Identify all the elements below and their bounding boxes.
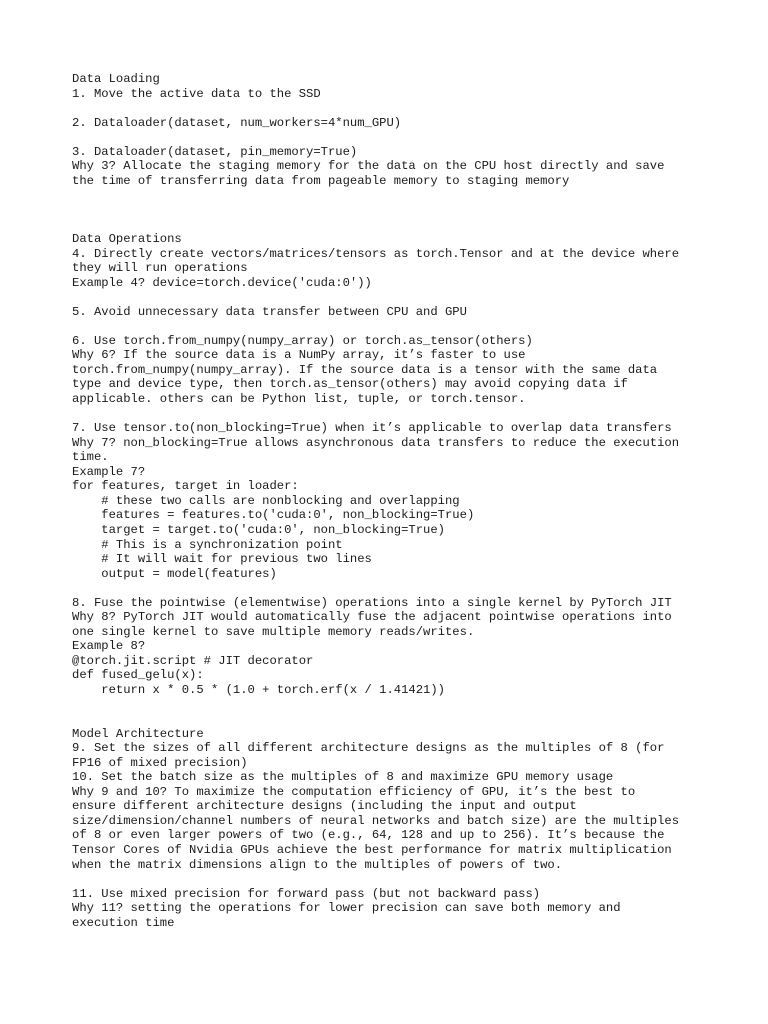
- text-line: return x * 0.5 * (1.0 + torch.erf(x / 1.41421)): [72, 682, 445, 697]
- blank-line: [72, 712, 732, 727]
- text-line: features = features.to('cuda:0', non_blocking=True): [72, 508, 475, 523]
- text-line: size/dimension/channel numbers of neural networks and batch size) are the multiples: [72, 813, 680, 828]
- text-line: 4. Directly create vectors/matrices/tensors as torch.Tensor and at the device where: [72, 246, 680, 261]
- text-line: 2. Dataloader(dataset, num_workers=4*num_GPU): [72, 115, 402, 130]
- text-line: 3. Dataloader(dataset, pin_memory=True): [72, 144, 358, 159]
- text-line: 5. Avoid unnecessary data transfer between CPU and GPU: [72, 304, 467, 319]
- text-line: applicable. others can be Python list, tuple, or torch.tensor.: [72, 392, 526, 407]
- document-body: [72, 72, 732, 930]
- text-line: the time of transferring data from pageable memory to staging memory: [72, 173, 570, 188]
- blank-line: [72, 407, 732, 422]
- blank-line: [72, 101, 732, 116]
- text-line: Data Loading: [72, 72, 160, 86]
- text-line: Why 6? If the source data is a NumPy array, it’s faster to use: [72, 348, 526, 363]
- text-line: Why 7? non_blocking=True allows asynchronous data transfers to reduce the execution: [72, 435, 680, 450]
- text-line: 1. Move the active data to the SSD: [72, 86, 321, 101]
- text-line: output = model(features): [72, 566, 277, 581]
- text-line: target = target.to('cuda:0', non_blocking=True): [72, 522, 445, 537]
- text-line: execution time: [72, 915, 175, 930]
- blank-line: [72, 188, 732, 203]
- text-line: for features, target in loader:: [72, 479, 299, 494]
- text-line: @torch.jit.script # JIT decorator: [72, 653, 314, 668]
- text-line: one single kernel to save multiple memory reads/writes.: [72, 624, 475, 639]
- text-line: # This is a synchronization point: [72, 537, 343, 552]
- text-line: 7. Use tensor.to(non_blocking=True) when it’s applicable to overlap data transfers: [72, 421, 672, 436]
- text-line: Data Operations: [72, 232, 182, 247]
- text-line: type and device type, then torch.as_tensor(others) may avoid copying data if: [72, 377, 628, 392]
- text-line: FP16 of mixed precision): [72, 755, 248, 770]
- blank-line: [72, 319, 732, 334]
- blank-line: [72, 581, 732, 596]
- text-line: torch.from_numpy(numpy_array). If the source data is a tensor with the same data: [72, 362, 658, 377]
- text-line: 11. Use mixed precision for forward pass (but not backward pass): [72, 886, 541, 901]
- text-line: 8. Fuse the pointwise (elementwise) operations into a single kernel by PyTorch JIT: [72, 595, 672, 610]
- text-line: 10. Set the batch size as the multiples of 8 and maximize GPU memory usage: [72, 770, 614, 785]
- blank-line: [72, 217, 732, 232]
- text-line: Why 9 and 10? To maximize the computation efficiency of GPU, it’s the best to: [72, 784, 636, 799]
- text-line: Example 8?: [72, 639, 146, 654]
- text-line: Why 8? PyTorch JIT would automatically fuse the adjacent pointwise operations into: [72, 610, 672, 625]
- text-line: Example 7?: [72, 464, 146, 479]
- text-line: # It will wait for previous two lines: [72, 552, 372, 567]
- text-line: def fused_gelu(x):: [72, 668, 204, 683]
- text-line: when the matrix dimensions align to the multiples of powers of two.: [72, 857, 563, 872]
- text-line: time.: [72, 450, 109, 465]
- text-line: ensure different architecture designs (including the input and output: [72, 799, 577, 814]
- blank-line: [72, 130, 732, 145]
- text-line: Why 3? Allocate the staging memory for the data on the CPU host directly and save: [72, 159, 665, 174]
- text-line: they will run operations: [72, 261, 248, 276]
- text-line: # these two calls are nonblocking and overlapping: [72, 493, 460, 508]
- text-line: of 8 or even larger powers of two (e.g., 64, 128 and up to 256). It’s because the: [72, 828, 665, 843]
- text-line: 6. Use torch.from_numpy(numpy_array) or torch.as_tensor(others): [72, 333, 533, 348]
- text-line: 9. Set the sizes of all different architecture designs as the multiples of 8 (for: [72, 741, 665, 756]
- blank-line: [72, 290, 732, 305]
- blank-line: [72, 698, 732, 713]
- text-line: Tensor Cores of Nvidia GPUs achieve the best performance for matrix multiplication: [72, 842, 672, 857]
- text-line: Model Architecture: [72, 726, 204, 741]
- text-line: Why 11? setting the operations for lower precision can save both memory and: [72, 901, 621, 916]
- blank-line: [72, 203, 732, 218]
- blank-line: [72, 872, 732, 887]
- text-line: Example 4? device=torch.device('cuda:0')): [72, 275, 372, 290]
